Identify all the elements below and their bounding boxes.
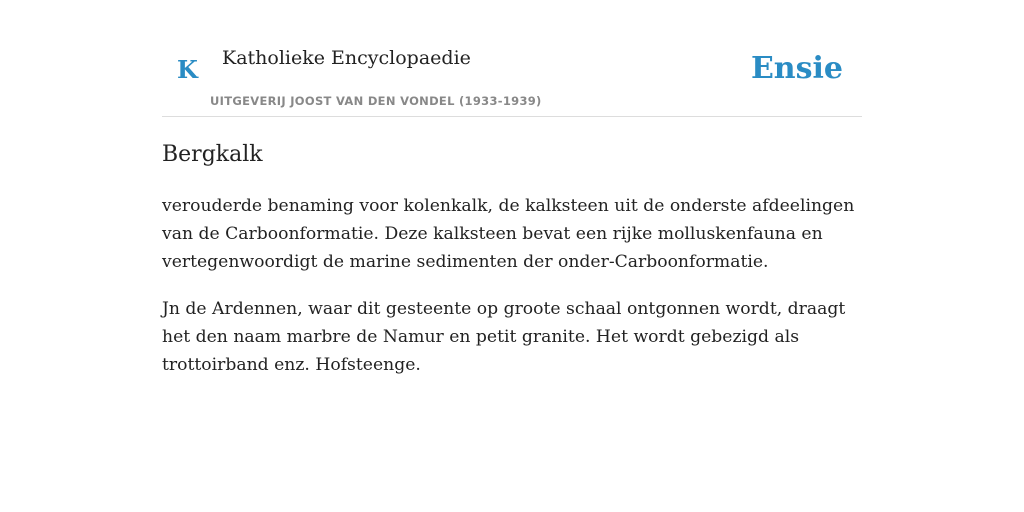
ensie-brand-logo[interactable]: Ensie	[750, 51, 843, 86]
page	[162, 0, 862, 375]
page-header	[162, 0, 862, 117]
encyclopedia-title[interactable]: Katholieke Encyclopaedie	[222, 47, 471, 69]
entry-paragraph: Jn de Ardennen, waar dit gesteente op groote schaal ontgonnen wordt, draagt het den naam marbre de Namur en petit granite. Het wordt gebezigd als trottoirband enz. Hofsteenge.	[162, 299, 846, 375]
entry-paragraph: verouderde benaming voor kolenkalk, de kalksteen uit de onderste afdeelingen van de Carboonformatie. Deze kalksteen bevat een rijke molluskenfauna en vertegenwoordigt de marine sedimenten der onder-Carboonformatie.	[162, 196, 855, 272]
entry-title: Bergkalk	[162, 142, 263, 167]
publisher-subtitle: UITGEVERIJ JOOST VAN DEN VONDEL (1933-1939)	[210, 94, 542, 108]
encyclopedia-logo[interactable]: K	[177, 55, 198, 84]
